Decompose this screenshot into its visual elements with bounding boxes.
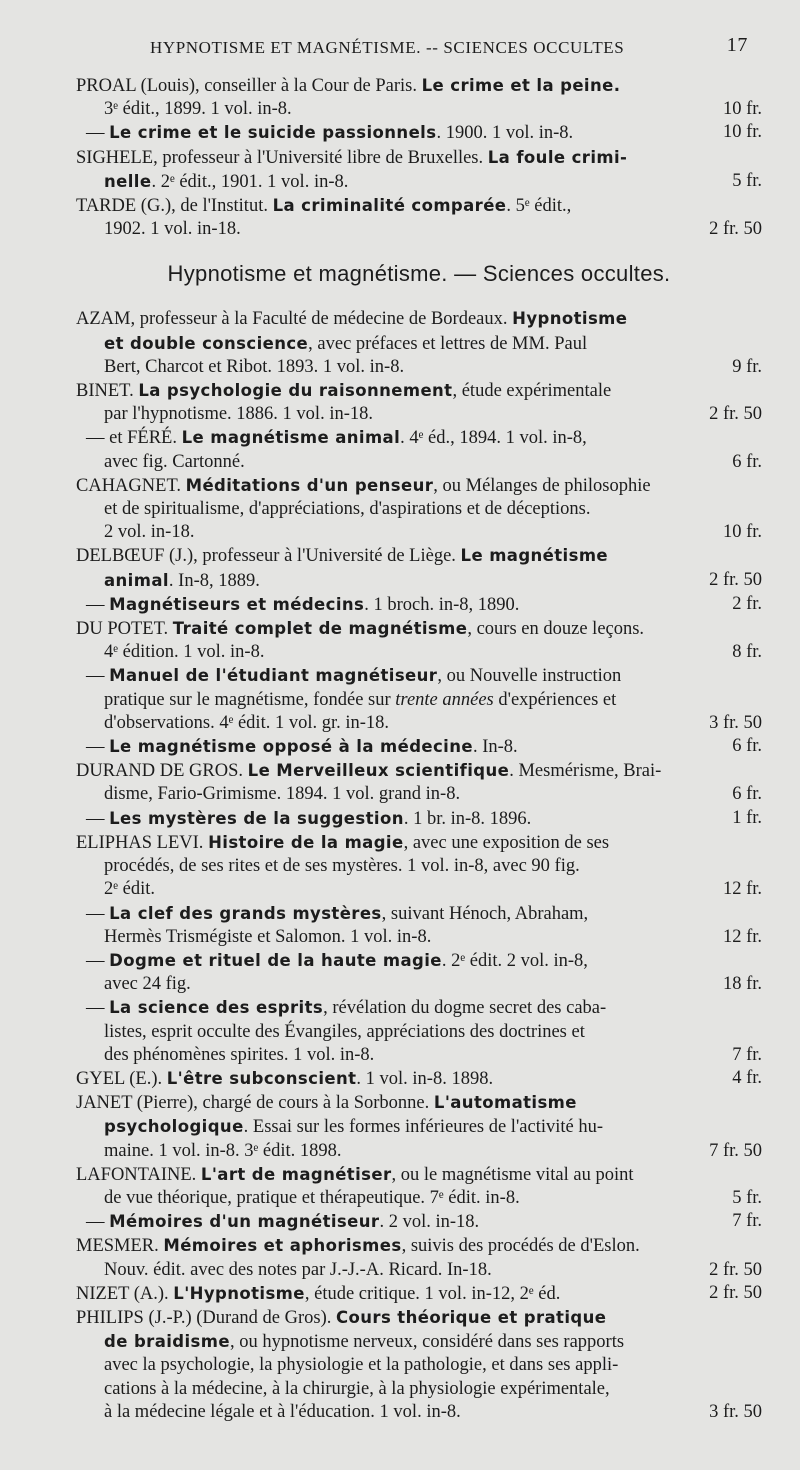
entry-segment: 2ᵉ édit. <box>104 879 155 900</box>
catalog-entry <box>76 474 762 545</box>
price: 18 fr. <box>722 974 762 995</box>
book-title: nelle <box>104 171 152 191</box>
entry-segment: d'observations. 4ᵉ édit. 1 vol. gr. in-18. <box>104 712 390 733</box>
entry-line <box>76 498 762 521</box>
entry-segment: , ou hypnotisme nerveux, considéré dans ses rapports <box>229 1332 625 1353</box>
catalog-entry <box>76 1067 762 1091</box>
book-title: Méditations d'un penseur <box>185 475 434 495</box>
book-title: Le crime et la peine. <box>421 76 621 95</box>
book-title: Les mystères de la suggestion <box>109 808 404 828</box>
entry-line <box>76 194 762 218</box>
entry-text <box>104 712 389 735</box>
price: 9 fr. <box>732 356 762 377</box>
book-title: Histoire de la magie <box>208 832 404 852</box>
price: 8 fr. <box>732 642 762 663</box>
price: 2 fr. 50 <box>709 404 762 425</box>
entry-segment: , ou le magnétisme vital au point <box>391 1164 634 1185</box>
entry-segment: 1902. 1 vol. in-18. <box>104 219 241 240</box>
catalog-entry <box>76 664 762 735</box>
book-title: psychologique <box>104 1117 244 1137</box>
entry-text <box>104 878 155 901</box>
entry-text <box>104 783 460 806</box>
entry-segment: MESMER. <box>76 1236 164 1257</box>
catalog-entry <box>76 121 762 145</box>
catalog-entry <box>76 831 762 902</box>
catalog-entry <box>76 759 762 806</box>
entry-segment: CAHAGNET. <box>76 475 186 496</box>
catalog-entry <box>76 1210 762 1234</box>
book-title: Le magnétisme animal <box>181 428 401 448</box>
entry-text <box>86 904 588 924</box>
book-title: L'Hypnotisme <box>173 1283 305 1303</box>
price: 10 fr. <box>722 522 762 543</box>
entry-segment: Nouv. édit. avec des notes par J.-J.-A. Ricard. In-18. <box>104 1259 492 1280</box>
entry-line <box>76 1067 762 1091</box>
entry-text <box>76 381 611 401</box>
catalog-entry <box>76 379 762 426</box>
running-title: HYPNOTISME ET MAGNÉTISME. -- SCIENCES OCCULTES <box>150 38 625 57</box>
price: 12 fr. <box>722 879 762 900</box>
entry-line <box>76 783 762 806</box>
entry-segment: . 1 vol. in-8. 1898. <box>356 1068 494 1089</box>
entry-line <box>76 1021 762 1044</box>
entry-line <box>76 1044 762 1067</box>
entry-text <box>104 1355 618 1375</box>
entry-segment: , révélation du dogme secret des caba- <box>323 998 607 1019</box>
entry-text <box>76 476 651 496</box>
entry-line <box>76 1187 762 1210</box>
entry-text <box>86 998 606 1018</box>
entry-line <box>76 1234 762 1258</box>
entry-text <box>86 735 518 759</box>
book-title: Le magnétisme <box>460 546 609 566</box>
dash: — <box>86 666 110 687</box>
entry-segment: LAFONTAINE. <box>76 1164 201 1185</box>
entry-line <box>76 926 762 949</box>
entry-text <box>104 1140 342 1163</box>
entry-segment: disme, Fario-Grimisme. 1894. 1 vol. grand in-8. <box>104 784 461 805</box>
price: 12 fr. <box>722 926 762 947</box>
catalog-entry <box>76 544 762 592</box>
dash: — <box>86 950 110 971</box>
entry-line <box>76 356 762 379</box>
entry-segment: . 5ᵉ édit., <box>506 196 572 217</box>
entry-segment: 2 vol. in-18. <box>104 522 195 543</box>
entry-line <box>76 712 762 735</box>
catalog-entry <box>76 735 762 759</box>
entry-segment: 4ᵉ édition. 1 vol. in-8. <box>104 642 265 663</box>
catalog-entry <box>76 426 762 473</box>
catalog-entry <box>76 1091 762 1163</box>
entry-segment: . In-8. <box>472 737 518 758</box>
entry-text <box>104 98 292 121</box>
entry-text <box>76 76 620 96</box>
entry-line <box>76 170 762 194</box>
price: 6 fr. <box>732 451 762 472</box>
book-title: Hypnotisme <box>512 309 628 329</box>
catalog-entry <box>76 1282 762 1306</box>
entry-text <box>104 856 580 876</box>
entry-segment: PROAL (Louis), conseiller à la Cour de Paris. <box>76 76 422 96</box>
dash: — <box>86 903 110 924</box>
entry-line <box>76 307 762 331</box>
price: 1 fr. <box>732 807 762 828</box>
entry-line <box>76 831 762 855</box>
entry-line <box>76 617 762 641</box>
entry-text <box>104 690 616 710</box>
catalog-entry <box>76 996 762 1067</box>
book-title: L'automatisme <box>433 1093 577 1113</box>
catalog-entry <box>76 74 762 121</box>
catalog-entry <box>76 807 762 831</box>
price: 2 fr. 50 <box>709 1259 762 1280</box>
catalog-entry <box>76 593 762 617</box>
catalog-entry <box>76 949 762 996</box>
dash: — <box>86 737 110 758</box>
price: 2 fr. <box>732 593 762 614</box>
entry-text <box>76 309 627 329</box>
entry-line <box>76 98 762 121</box>
entry-line <box>76 973 762 996</box>
catalog-entry <box>76 1163 762 1210</box>
entry-text <box>104 499 591 519</box>
entry-segment: GYEL (E.). <box>76 1068 167 1089</box>
entry-segment: , suivant Hénoch, Abraham, <box>381 903 589 924</box>
entry-line <box>76 689 762 712</box>
book-title: La criminalité comparée <box>272 196 507 216</box>
entry-text <box>86 951 588 971</box>
catalog-entry <box>76 1234 762 1281</box>
price: 6 fr. <box>732 784 762 805</box>
entry-segment: DU POTET. <box>76 619 173 640</box>
dash: — <box>86 123 110 144</box>
entry-line <box>76 121 762 145</box>
entry-text <box>104 1379 610 1399</box>
catalog-content <box>76 74 762 1424</box>
entry-text <box>76 619 644 639</box>
entry-segment: . 1 br. in-8. 1896. <box>403 808 532 829</box>
entry-line <box>76 664 762 688</box>
entry-segment: cations à la médecine, à la chirurgie, à la physiologie expérimentale, <box>104 1378 610 1399</box>
entry-text <box>86 1210 479 1234</box>
price: 2 fr. 50 <box>709 1282 762 1303</box>
book-title: Manuel de l'étudiant magnétiseur <box>109 666 438 686</box>
entry-line <box>76 902 762 926</box>
book-title: Traité complet de magnétisme <box>172 619 468 639</box>
entry-text <box>86 807 531 831</box>
entry-line <box>76 949 762 973</box>
entry-segment: Bert, Charcot et Ribot. 1893. 1 vol. in-8. <box>104 356 405 377</box>
entry-text <box>104 218 241 241</box>
entry-text <box>76 1067 493 1091</box>
entry-text <box>104 403 373 426</box>
entry-segment: . 2 vol. in-18. <box>379 1212 480 1233</box>
entry-text <box>104 569 260 593</box>
entries-top-list <box>76 74 762 241</box>
entry-line <box>76 1163 762 1187</box>
book-title: L'art de magnétiser <box>200 1164 392 1184</box>
entry-segment: avec 24 fig. <box>104 974 191 995</box>
entry-segment: d'expériences et <box>493 689 617 710</box>
dash: — <box>86 428 110 449</box>
entry-text <box>104 1332 624 1352</box>
entry-segment: Hermès Trismégiste et Salomon. 1 vol. in-8. <box>104 926 432 947</box>
price: 3 fr. 50 <box>709 1401 762 1422</box>
price: 5 fr. <box>732 170 762 191</box>
running-header <box>150 34 758 62</box>
entry-line <box>76 1306 762 1330</box>
entry-line <box>76 332 762 356</box>
book-title: Le magnétisme opposé à la médecine <box>109 737 473 757</box>
entry-segment: NIZET (A.). <box>76 1283 174 1304</box>
entry-line <box>76 74 762 98</box>
entry-text <box>104 334 587 354</box>
catalog-entry <box>76 307 762 379</box>
entry-text <box>76 1093 577 1113</box>
entry-segment: . 1 broch. in-8, 1890. <box>364 594 520 615</box>
entry-segment: . Essai sur les formes inférieures de l'activité hu- <box>243 1117 604 1138</box>
emphasis: trente années <box>395 689 494 710</box>
book-title: Le crime et le suicide passionnels <box>109 123 437 143</box>
entry-segment: DURAND DE GROS. <box>76 761 248 782</box>
entry-text <box>86 121 573 145</box>
book-title: La psychologie du raisonnement <box>138 381 453 401</box>
entry-segment: par l'hypnotisme. 1886. 1 vol. in-18. <box>104 404 373 425</box>
entry-text <box>104 356 404 379</box>
entry-line <box>76 474 762 498</box>
entry-text <box>104 1022 585 1042</box>
entry-segment: BINET. <box>76 381 139 402</box>
price: 6 fr. <box>732 736 762 757</box>
entry-segment: . 2ᵉ édit. 2 vol. in-8, <box>441 950 588 971</box>
entry-segment: 3ᵉ édit., 1899. 1 vol. in-8. <box>104 99 292 120</box>
entry-line <box>76 1401 762 1424</box>
entry-line <box>76 569 762 593</box>
entry-text <box>76 761 661 781</box>
entry-line <box>76 735 762 759</box>
entry-text <box>76 1236 640 1256</box>
entry-segment: ELIPHAS LEVI. <box>76 832 209 853</box>
entry-line <box>76 996 762 1020</box>
book-title: La foule crimi- <box>487 147 628 167</box>
entry-text <box>104 451 245 474</box>
book-title: La clef des grands mystères <box>109 903 382 923</box>
entry-text <box>86 666 621 686</box>
book-title: Mémoires et aphorismes <box>163 1236 402 1256</box>
entry-line <box>76 1378 762 1401</box>
entry-line <box>76 1091 762 1115</box>
book-title: Dogme et rituel de la haute magie <box>109 950 442 970</box>
entry-text <box>104 1187 520 1210</box>
entry-segment: . 1900. 1 vol. in-8. <box>436 123 574 144</box>
entry-segment: , ou Nouvelle instruction <box>437 666 622 687</box>
entry-segment: PHILIPS (J.-P.) (Durand de Gros). <box>76 1307 337 1328</box>
catalog-entry <box>76 902 762 949</box>
entry-line <box>76 146 762 170</box>
book-title: Cours théorique et pratique <box>336 1307 607 1327</box>
entry-text <box>76 1308 606 1328</box>
entry-text <box>104 1117 603 1137</box>
price: 10 fr. <box>722 99 762 120</box>
price: 2 fr. 50 <box>709 569 762 590</box>
entry-text <box>104 973 191 996</box>
entry-text <box>104 170 348 194</box>
entry-text <box>76 1282 560 1306</box>
entry-segment: , ou Mélanges de philosophie <box>433 475 651 496</box>
entry-line <box>76 1330 762 1354</box>
entry-segment: . In-8, 1889. <box>168 570 260 591</box>
entry-line <box>76 521 762 544</box>
entry-segment: des phénomènes spirites. 1 vol. in-8. <box>104 1044 375 1065</box>
entry-text <box>76 546 608 566</box>
dash: — <box>86 1212 110 1233</box>
entry-line <box>76 641 762 664</box>
entry-segment: . 4ᵉ éd., 1894. 1 vol. in-8, <box>400 428 587 449</box>
price: 7 fr. <box>732 1211 762 1232</box>
entry-line <box>76 759 762 783</box>
book-title: La science des esprits <box>109 998 324 1018</box>
entry-segment: procédés, de ses rites et de ses mystères. 1 vol. in-8, avec 90 fig. <box>104 856 580 877</box>
entry-text <box>104 641 264 664</box>
entry-text <box>104 926 431 949</box>
book-title: Magnétiseurs et médecins <box>109 594 365 614</box>
dash: — <box>86 998 110 1019</box>
entry-segment: . 2ᵉ édit., 1901. 1 vol. in-8. <box>151 171 349 192</box>
entry-text <box>76 833 609 853</box>
entry-text <box>86 428 587 448</box>
entry-line <box>76 593 762 617</box>
entry-segment: et FÉRÉ. <box>109 428 182 449</box>
entry-text <box>104 1044 374 1067</box>
book-title: de braidisme <box>104 1332 230 1352</box>
entry-text <box>76 1165 634 1185</box>
entry-segment: , suivis des procédés de d'Eslon. <box>401 1236 640 1257</box>
entry-line <box>76 807 762 831</box>
entry-segment: à la médecine légale et à l'éducation. 1 vol. in-8. <box>104 1401 461 1422</box>
entry-line <box>76 1259 762 1282</box>
price: 7 fr. 50 <box>709 1140 762 1161</box>
entry-line <box>76 1115 762 1139</box>
entry-segment: listes, esprit occulte des Évangiles, appréciations des doctrines et <box>104 1021 585 1042</box>
entry-segment: DELBŒUF (J.), professeur à l'Université de Liège. <box>76 546 461 567</box>
entry-segment: de vue théorique, pratique et thérapeutique. 7ᵉ édit. in-8. <box>104 1187 520 1208</box>
entry-text <box>104 1259 492 1282</box>
section-title: Hypnotisme et magnétisme. — Sciences occultes. <box>167 261 671 287</box>
entry-segment: TARDE (G.), de l'Institut. <box>76 196 273 217</box>
price: 10 fr. <box>722 122 762 143</box>
entry-segment: , cours en douze leçons. <box>467 619 645 640</box>
entry-line <box>76 1140 762 1163</box>
entry-line <box>76 1210 762 1234</box>
entry-text <box>76 148 627 168</box>
entry-line <box>76 878 762 901</box>
book-title: L'être subconscient <box>166 1068 357 1088</box>
price: 3 fr. 50 <box>709 712 762 733</box>
book-title: et double conscience <box>104 333 309 353</box>
entry-segment: avec la psychologie, la physiologie et la pathologie, et dans ses appli- <box>104 1355 619 1376</box>
catalog-entry <box>76 194 762 241</box>
entry-line <box>76 403 762 426</box>
entry-line <box>76 426 762 450</box>
entries-main-list <box>76 307 762 1424</box>
entry-line <box>76 1282 762 1306</box>
entry-segment: et de spiritualisme, d'appréciations, d'aspirations et de déceptions. <box>104 499 591 520</box>
book-title: Mémoires d'un magnétiseur <box>109 1212 380 1232</box>
catalog-entry <box>76 1306 762 1424</box>
entry-segment: avec fig. Cartonné. <box>104 451 245 472</box>
catalog-entry <box>76 617 762 664</box>
page-number: 17 <box>726 34 748 56</box>
price: 4 fr. <box>732 1067 762 1088</box>
book-title: Le Merveilleux scientifique <box>247 761 510 781</box>
entry-line <box>76 544 762 568</box>
dash: — <box>86 808 110 829</box>
entry-text <box>86 593 519 617</box>
entry-segment: AZAM, professeur à la Faculté de médecine de Bordeaux. <box>76 309 513 330</box>
entry-segment: maine. 1 vol. in-8. 3ᵉ édit. 1898. <box>104 1140 342 1161</box>
entry-line <box>76 1354 762 1377</box>
entry-segment: pratique sur le magnétisme, fondée sur <box>104 689 396 710</box>
dash: — <box>86 594 110 615</box>
book-title: animal <box>104 570 169 590</box>
entry-segment: JANET (Pierre), chargé de cours à la Sorbonne. <box>76 1093 434 1114</box>
entry-segment: , avec préfaces et lettres de MM. Paul <box>308 333 588 354</box>
price: 2 fr. 50 <box>709 219 762 240</box>
entry-segment: . Mesmérisme, Brai- <box>509 761 662 782</box>
entry-segment: SIGHELE, professeur à l'Université libre de Bruxelles. <box>76 147 488 168</box>
price: 5 fr. <box>732 1187 762 1208</box>
entry-segment: , étude critique. 1 vol. in-12, 2ᵉ éd. <box>304 1283 561 1304</box>
catalog-entry <box>76 146 762 194</box>
entry-text <box>104 521 194 544</box>
entry-segment: , avec une exposition de ses <box>403 832 610 853</box>
entry-text <box>76 196 571 216</box>
entry-text <box>104 1401 461 1424</box>
price: 7 fr. <box>732 1044 762 1065</box>
entry-line <box>76 379 762 403</box>
entry-line <box>76 855 762 878</box>
entry-segment: , étude expérimentale <box>452 381 612 402</box>
entry-line <box>76 218 762 241</box>
entry-line <box>76 451 762 474</box>
